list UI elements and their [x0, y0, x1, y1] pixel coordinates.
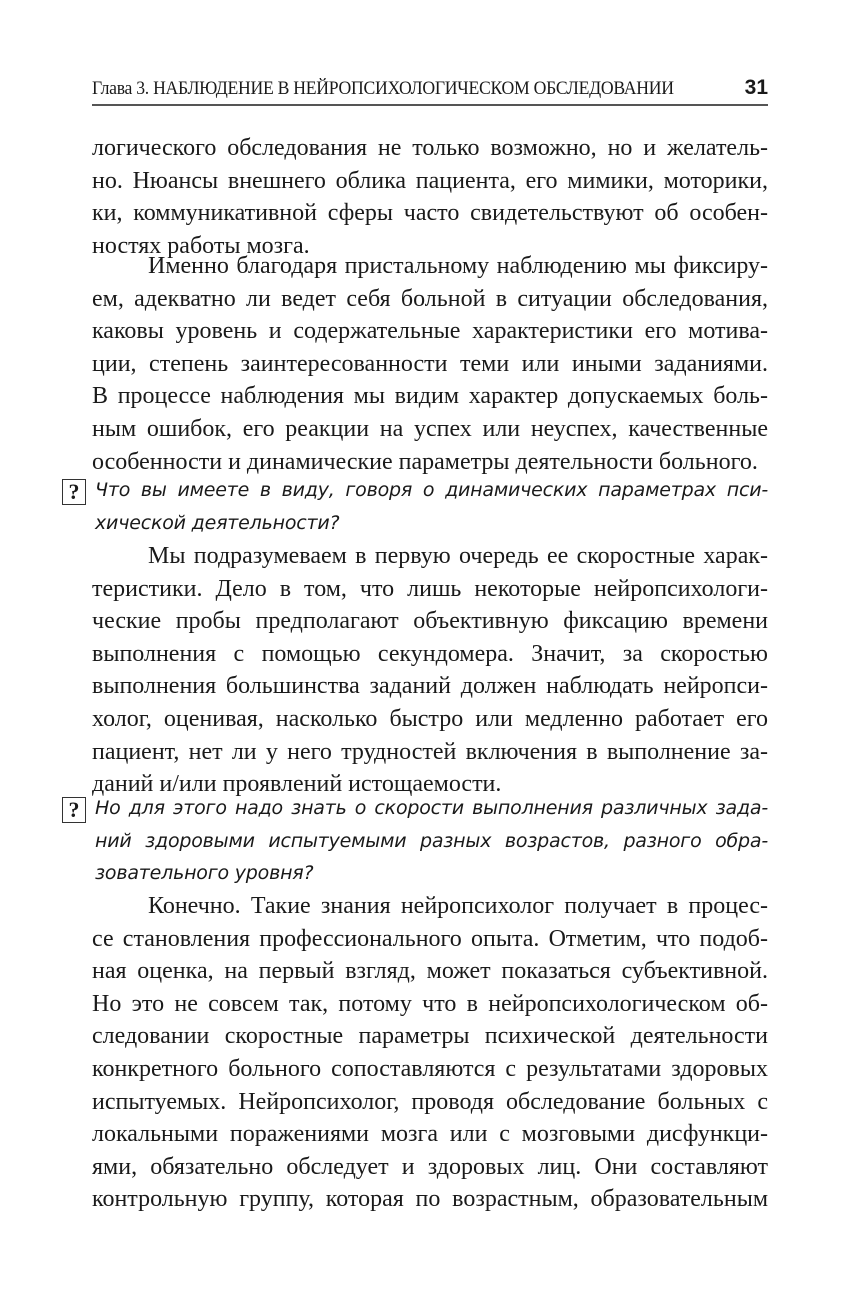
text-line: ем, адекватно ли ведет себя больной в ситуации обследования, [92, 285, 768, 312]
question-text-line: Но для этого надо знать о скорости выполнения различных зада- [95, 797, 768, 819]
question-1 [62, 474, 768, 539]
text-line: Именно благодаря пристальному наблюдению мы фиксиру- [148, 253, 768, 279]
text-line: локальными поражениями мозга или с мозговыми дисфункци- [92, 1121, 768, 1148]
question-text-line: хической деятельности? [95, 511, 340, 534]
question-text-line: зовательного уровня? [95, 862, 314, 885]
text-line: ная оценка, на первый взгляд, может показаться субъективной. [92, 958, 768, 985]
text-line: ностях работы мозга. [92, 232, 310, 259]
text-line: следовании скоростные параметры психической деятельности [92, 1023, 768, 1050]
question-mark-icon: ? [62, 479, 86, 505]
text-line: ции, степень заинтересованности теми или иными заданиями. [92, 350, 768, 377]
paragraph-1 [92, 132, 768, 262]
paragraph-4 [92, 890, 768, 1216]
text-line: особенности и динамические параметры деятельности больного. [92, 448, 758, 475]
text-line: выполнения с помощью секундомера. Значит, за скоростью [92, 640, 768, 667]
question-text-line: Что вы имеете в виду, говоря о динамических параметрах пси- [95, 479, 768, 501]
question-text-line: ний здоровыми испытуемыми разных возрастов, разного обра- [95, 829, 768, 852]
text-line: Мы подразумеваем в первую очередь ее скоростные харак- [148, 543, 768, 569]
chapter-title: Глава 3. НАБЛЮДЕНИЕ В НЕЙРОПСИХОЛОГИЧЕСКОМ ОБСЛЕДОВАНИИ [92, 78, 674, 99]
text-line: холог, оценивая, насколько быстро или медленно работает его [92, 705, 768, 732]
text-line: но. Нюансы внешнего облика пациента, его мимики, моторики, [92, 167, 768, 194]
paragraph-2 [92, 250, 768, 478]
text-line: конкретного больного сопоставляются с результатами здоровых [92, 1055, 768, 1082]
text-line: даний и/или проявлений истощаемости. [92, 771, 502, 798]
text-line: логического обследования не только возможно, но и желатель- [92, 135, 768, 161]
question-mark-icon: ? [62, 797, 86, 823]
text-line: контрольную группу, которая по возрастным, образовательным [92, 1186, 768, 1213]
text-line: выполнения большинства заданий должен наблюдать нейропси- [92, 673, 768, 700]
text-line: Конечно. Такие знания нейропсихолог получает в процес- [148, 893, 768, 919]
text-line: ями, обязательно обследует и здоровых лиц. Они составляют [92, 1153, 768, 1180]
question-2 [62, 792, 768, 890]
page-number: 31 [744, 76, 768, 99]
text-line: ным ошибок, его реакции на успех или неуспех, качественные [92, 415, 768, 442]
text-line: В процессе наблюдения мы видим характер допускаемых боль- [92, 383, 768, 410]
text-line: испытуемых. Нейропсихолог, проводя обследование больных с [92, 1088, 768, 1115]
text-line: ки, коммуникативной сферы часто свидетельствуют об особен- [92, 200, 768, 227]
text-line: пациент, нет ли у него трудностей включения в выполнение за- [92, 738, 768, 765]
text-line: теристики. Дело в том, что лишь некоторые нейропсихологи- [92, 575, 768, 602]
text-line: ческие пробы предполагают объективную фиксацию времени [92, 608, 768, 635]
text-line: се становления профессионального опыта. Отметим, что подоб- [92, 925, 768, 952]
paragraph-3 [92, 540, 768, 801]
text-line: каковы уровень и содержательные характеристики его мотива- [92, 318, 768, 345]
text-line: Но это не совсем так, потому что в нейропсихологическом об- [92, 990, 768, 1017]
running-header [92, 76, 768, 106]
